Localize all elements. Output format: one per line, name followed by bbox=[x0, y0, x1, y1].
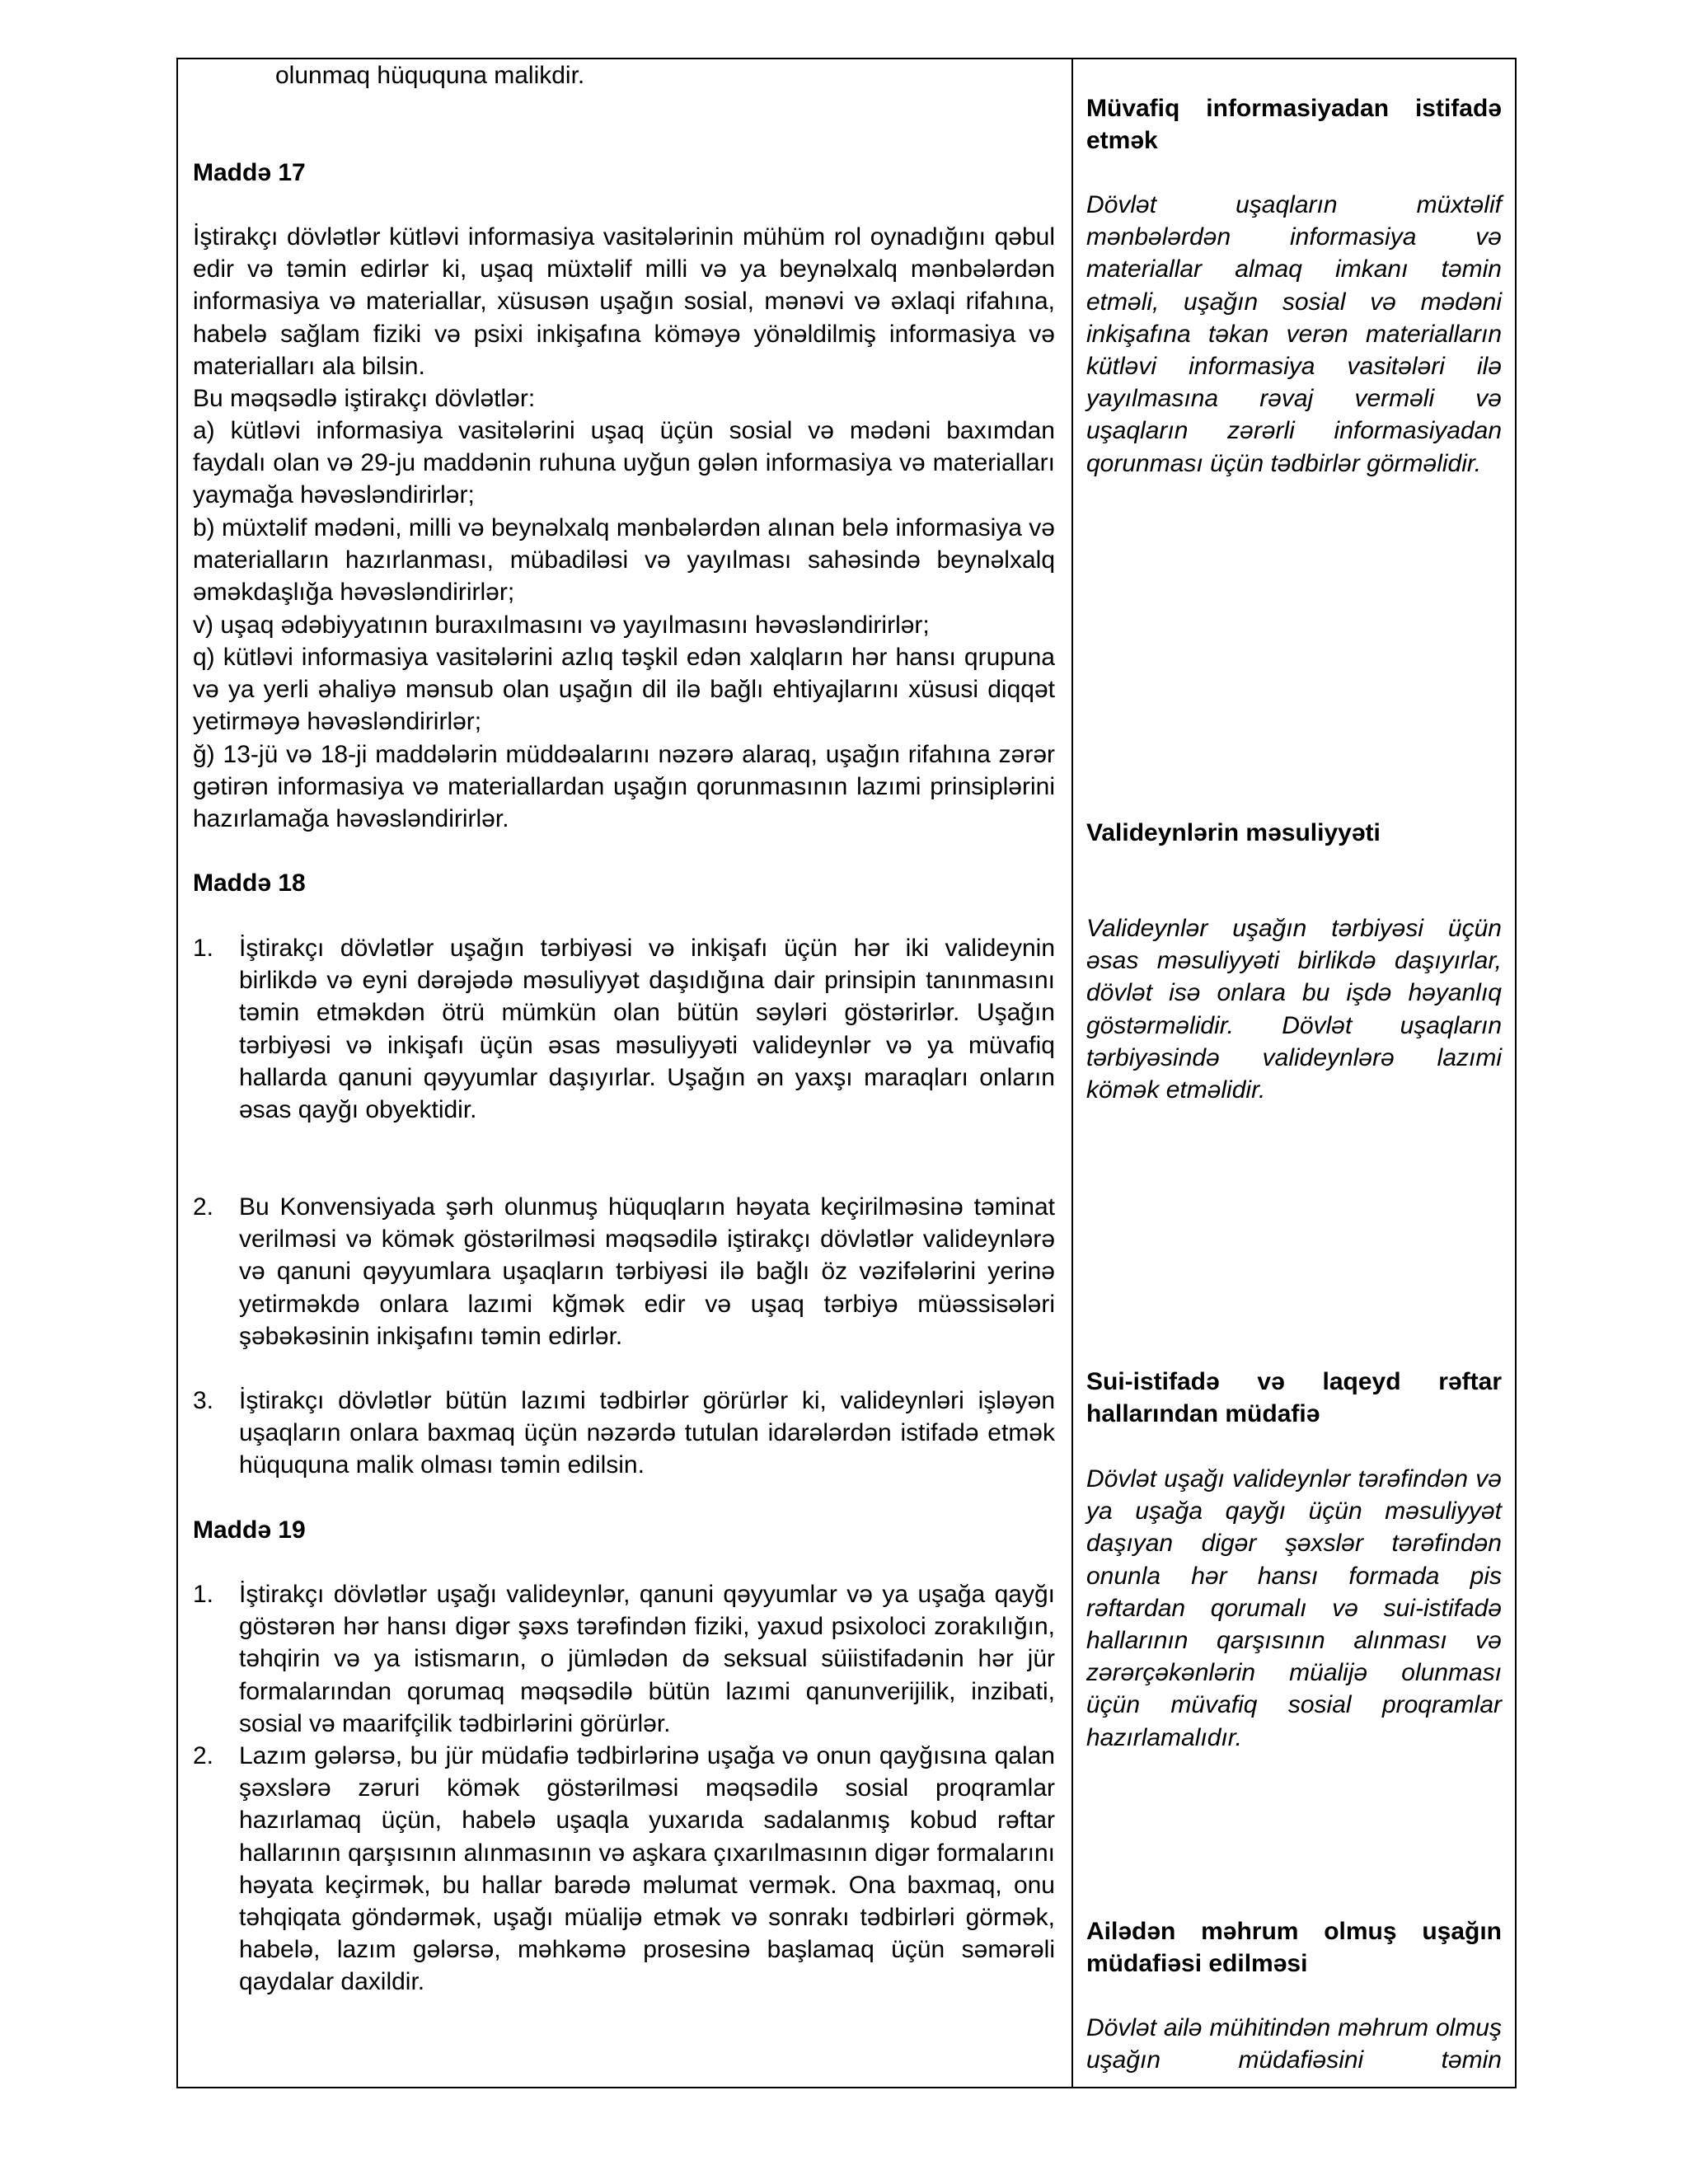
summary-3-text: Dövlət uşağı valideynlər tərəfindən və ya uşağa qayğı üçün məsuliyyət daşıyan digər şəxslər tərəfindən onunla hər hansı formada pis rəftardan qorumalı və sui-istifadə hallarının qarşısının alınması və zərərçəkənlərin müalijə olunması üçün müvafiq sosial proqramlar hazırlamalıdır. bbox=[1086, 1465, 1502, 1751]
summary-1-text: Dövlət uşaqların müxtəlif mənbələrdən informasiya və materiallar almaq imkanı təmin etməli, uşağın sosial və mədəni inkişafına təkan verən materialların kütləvi informasiya vasitələri ilə yayılmasına rəvaj verməli və uşaqların zərərli informasiyadan qorunması üçün tədbirlər görməlidir. bbox=[1086, 191, 1502, 477]
article-17-heading: Maddə 17 bbox=[193, 159, 306, 186]
article-17-item-b: b) müxtəlif mədəni, milli və beynəlxalq mənbələrdən alınan belə informasiya və materialların hazırlanması, mübadiləsi və yayılması sahəsində beynəlxalq əməkdaşlığa həvəsləndirirlər; bbox=[193, 514, 1055, 607]
article-18-item-3: İştirakçı dövlətlər bütün lazımi tədbirlər görürlər ki, valideynləri işləyən uşaqların onlara baxmaq üçün nəzərdə tutulan idarələrdən istifadə etmək hüququna malik olması təmin edilsin. bbox=[239, 1387, 1055, 1479]
article-19-item-2: Lazım gələrsə, bu jür müdafiə tədbirlərinə uşağa və onun qayğısına qalan şəxslərə zəruri kömək göstərilməsi məqsədilə sosial proqramlar hazırlamaq üçün, habelə uşaqla yuxarıda sadalanmış kobud rəftar hallarının qarşısının alınmasının və aşkara çıxarılmasının digər formalarını həyata keçirmək, bu hallar barədə məlumat vermək. Ona baxmaq, onu təhqiqata göndərmək, uşağı müalijə etmək və sonrakı tədbirləri görmək, habelə, lazım gələrsə, məhkəmə prosesinə başlamaq üçün səmərəli qaydalar daxildir. bbox=[239, 1742, 1055, 1996]
article-17-item-gh: ğ) 13-jü və 18-ji maddələrin müddəalarını nəzərə alaraq, uşağın rifahına zərər gətirən informasiya və materiallardan uşağın qorunmasının lazımi prinsiplərini hazırlamağa həvəsləndirirlər. bbox=[193, 741, 1055, 833]
article-19-item-2-number: 2. bbox=[193, 1742, 214, 1769]
summary-3-title: Sui-istifadə və laqeyd rəftar hallarından müdafiə bbox=[1086, 1368, 1502, 1428]
summary-1-title: Müvafiq informasiyadan istifadə etmək bbox=[1086, 95, 1502, 155]
article-18-item-3-number: 3. bbox=[193, 1387, 214, 1414]
article-19-heading: Maddə 19 bbox=[193, 1516, 306, 1544]
article-17-lead: Bu məqsədlə iştirakçı dövlətlər: bbox=[193, 385, 536, 412]
article-18-item-2: Bu Konvensiyada şərh olunmuş hüquqların həyata keçirilməsinə təminat verilməsi və kömək göstərilməsi məqsədilə iştirakçı dövlətlər valideynlərə və qanuni qəyyumlara uşaqların tərbiyəsi ilə bağlı öz vəzifələrini yerinə yetirməkdə onlara lazımi kğmək edir və uşaq tərbiyə müəssisələri şəbəkəsinin inkişafını təmin edirlər. bbox=[239, 1193, 1055, 1350]
summary-2-title: Valideynlərin məsuliyyəti bbox=[1086, 819, 1381, 846]
article-18-heading: Maddə 18 bbox=[193, 869, 306, 897]
article-17-item-a: a) kütləvi informasiya vasitələrini uşaq üçün sosial və mədəni baxımdan faydalı olan və 29-ju maddənin ruhuna uyğun gələn informasiya və materialları yaymağa həvəsləndirirlər; bbox=[193, 417, 1055, 509]
continuation-line: olunmaq hüququna malikdir. bbox=[275, 62, 585, 89]
article-19-item-1-number: 1. bbox=[193, 1581, 214, 1608]
summary-4-title: Ailədən məhrum olmuş uşağın müdafiəsi edilməsi bbox=[1086, 1918, 1502, 1978]
article-17-intro: İştirakçı dövlətlər kütləvi informasiya vasitələrinin mühüm rol oynadığını qəbul edir və təmin edirlər ki, uşaq müxtəlif milli və ya beynəlxalq mənbələrdən informasiya və materiallar, xüsusən uşağın sosial, mənəvi və əxlaqi rifahına, habelə sağlam fiziki və psixi inkişafına köməyə yönəldilmiş informasiya və materialları ala bilsin. bbox=[193, 223, 1055, 380]
article-19-item-1: İştirakçı dövlətlər uşağı valideynlər, qanuni qəyyumlar və ya uşağa qayğı göstərən hər hansı digər şəxs tərəfindən fiziki, yaxud psixoloci zorakılığın, təhqirin və ya istismarın, o jümlədən də seksual süiistifadənin hər jür formalarından qorumaq məqsədilə bütün lazımi qanunverijilik, inzibati, sosial və maarifçilik tədbirlərini görürlər. bbox=[239, 1581, 1055, 1737]
article-18-item-2-number: 2. bbox=[193, 1193, 214, 1221]
column-divider bbox=[1071, 59, 1073, 2087]
article-17-item-v: v) uşaq ədəbiyyatının buraxılmasını və yayılmasını həvəsləndirirlər; bbox=[193, 612, 930, 639]
article-17-item-q: q) kütləvi informasiya vasitələrini azlıq təşkil edən xalqların hər hansı qrupuna və ya yerli əhaliyə mənsub olan uşağın dil ilə bağlı ehtiyajlarını xüsusi diqqət yetirməyə həvəsləndirirlər; bbox=[193, 644, 1055, 736]
summary-2-text: Valideynlər uşağın tərbiyəsi üçün əsas məsuliyyəti birlikdə daşıyırlar, dövlət isə onlara bu işdə həyanlıq göstərməlidir. Dövlət uşaqların tərbiyəsində valideynlərə lazımi kömək etməlidir. bbox=[1086, 915, 1502, 1104]
document-table bbox=[176, 58, 1517, 2088]
article-18-item-1-number: 1. bbox=[193, 935, 214, 962]
summary-4-text: Dövlət ailə mühitindən məhrum olmuş uşağın müdafiəsini təmin bbox=[1086, 2014, 1502, 2074]
article-18-item-1: İştirakçı dövlətlər uşağın tərbiyəsi və inkişafı üçün hər iki valideynin birlikdə və eyni dərəjədə məsuliyyət daşıdığına dair prinsipin tanınmasını təmin etməkdən ötrü mümkün olan bütün səyləri göstərirlər. Uşağın tərbiyəsi və inkişafı üçün əsas məsuliyyəti valideynlər və ya müvafiq hallarda qanuni qəyyumlar daşıyırlar. Uşağın ən yaxşı maraqları onların əsas qayğı obyektidir. bbox=[239, 935, 1055, 1124]
